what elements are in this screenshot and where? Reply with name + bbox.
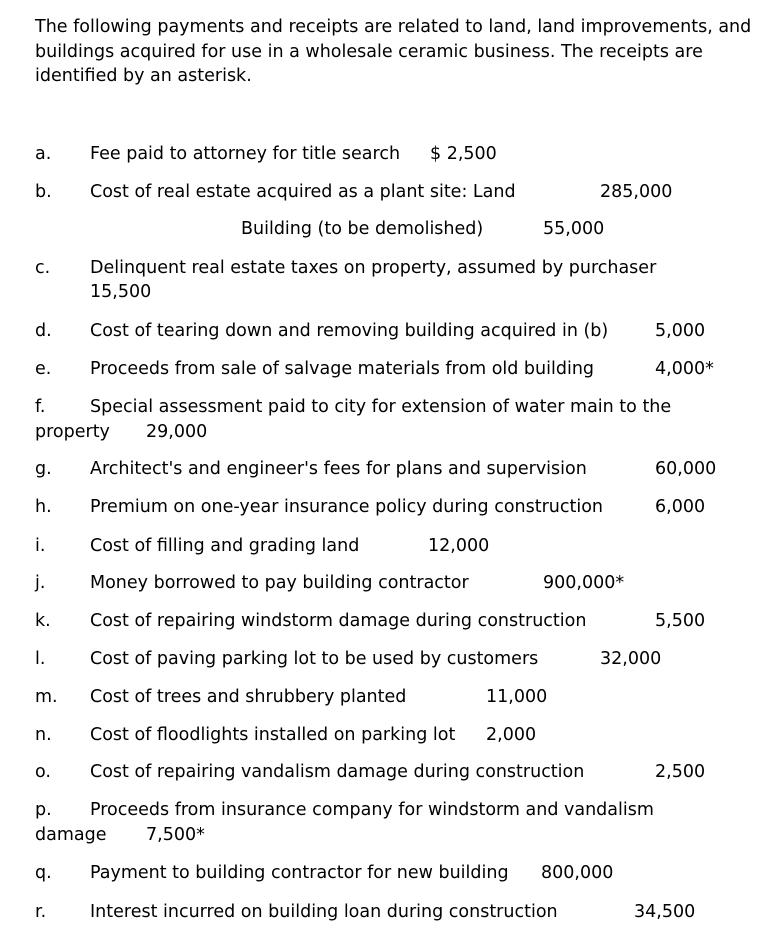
item-letter: r. [35, 902, 47, 922]
item-amount: 60,000 [655, 459, 717, 479]
item-letter: k. [35, 611, 51, 631]
item-letter: j. [35, 573, 46, 593]
item-letter: l. [35, 649, 46, 669]
item-amount: 2,500 [655, 762, 706, 782]
item-amount: 4,000* [655, 359, 714, 379]
item-description: Interest incurred on building loan during construction [90, 902, 558, 922]
item-description: Cost of real estate acquired as a plant site: Land [90, 182, 516, 202]
item-amount: 7,500* [146, 825, 205, 845]
item-amount: $ 2,500 [430, 144, 497, 164]
item-amount: 5,000 [655, 321, 706, 341]
item-amount: 285,000 [600, 182, 673, 202]
item-description: Cost of floodlights installed on parking lot [90, 725, 456, 745]
item-letter: n. [35, 725, 52, 745]
item-letter: b. [35, 182, 52, 202]
item-amount: 15,500 [90, 282, 152, 302]
item-description: Payment to building contractor for new building [90, 863, 509, 883]
item-description: Special assessment paid to city for extension of water main to the [90, 397, 672, 417]
item-description: Building (to be demolished) [241, 219, 484, 239]
item-amount: 800,000 [541, 863, 614, 883]
item-letter: f. [35, 397, 46, 417]
item-description: Money borrowed to pay building contractor [90, 573, 469, 593]
item-description: Premium on one-year insurance policy during construction [90, 497, 604, 517]
item-amount: 2,000 [486, 725, 537, 745]
item-amount: 11,000 [486, 687, 548, 707]
item-description: Architect's and engineer's fees for plans and supervision [90, 459, 587, 479]
item-letter: h. [35, 497, 52, 517]
item-letter: e. [35, 359, 52, 379]
item-letter: g. [35, 459, 52, 479]
item-description: Cost of filling and grading land [90, 536, 360, 556]
item-description: Proceeds from insurance company for windstorm and vandalism [90, 800, 654, 820]
item-amount: 5,500 [655, 611, 706, 631]
item-letter: q. [35, 863, 52, 883]
item-description: Fee paid to attorney for title search [90, 144, 401, 164]
item-letter: c. [35, 258, 51, 278]
item-description: Cost of trees and shrubbery planted [90, 687, 407, 707]
item-amount: 32,000 [600, 649, 662, 669]
item-description: Cost of tearing down and removing building acquired in (b) [90, 321, 609, 341]
item-letter: d. [35, 321, 52, 341]
item-amount: 6,000 [655, 497, 706, 517]
item-amount: 12,000 [428, 536, 490, 556]
item-description: Cost of paving parking lot to be used by customers [90, 649, 539, 669]
intro-paragraph: The following payments and receipts are related to land, land improvements, and buildings acquired for use in a wholesale ceramic business. The receipts are identified by an asterisk. [35, 17, 752, 86]
item-description: Delinquent real estate taxes on property, assumed by purchaser [90, 258, 657, 278]
item-amount: 55,000 [543, 219, 605, 239]
item-letter: a. [35, 144, 52, 164]
item-description-continued: property [35, 422, 110, 442]
item-description-continued: damage [35, 825, 107, 845]
item-letter: p. [35, 800, 52, 820]
item-letter: m. [35, 687, 58, 707]
item-letter: i. [35, 536, 46, 556]
item-description: Proceeds from sale of salvage materials from old building [90, 359, 595, 379]
item-letter: o. [35, 762, 51, 782]
item-amount: 900,000* [543, 573, 625, 593]
item-description: Cost of repairing windstorm damage during construction [90, 611, 587, 631]
item-description: Cost of repairing vandalism damage during construction [90, 762, 585, 782]
item-amount: 34,500 [634, 902, 696, 922]
item-amount: 29,000 [146, 422, 208, 442]
